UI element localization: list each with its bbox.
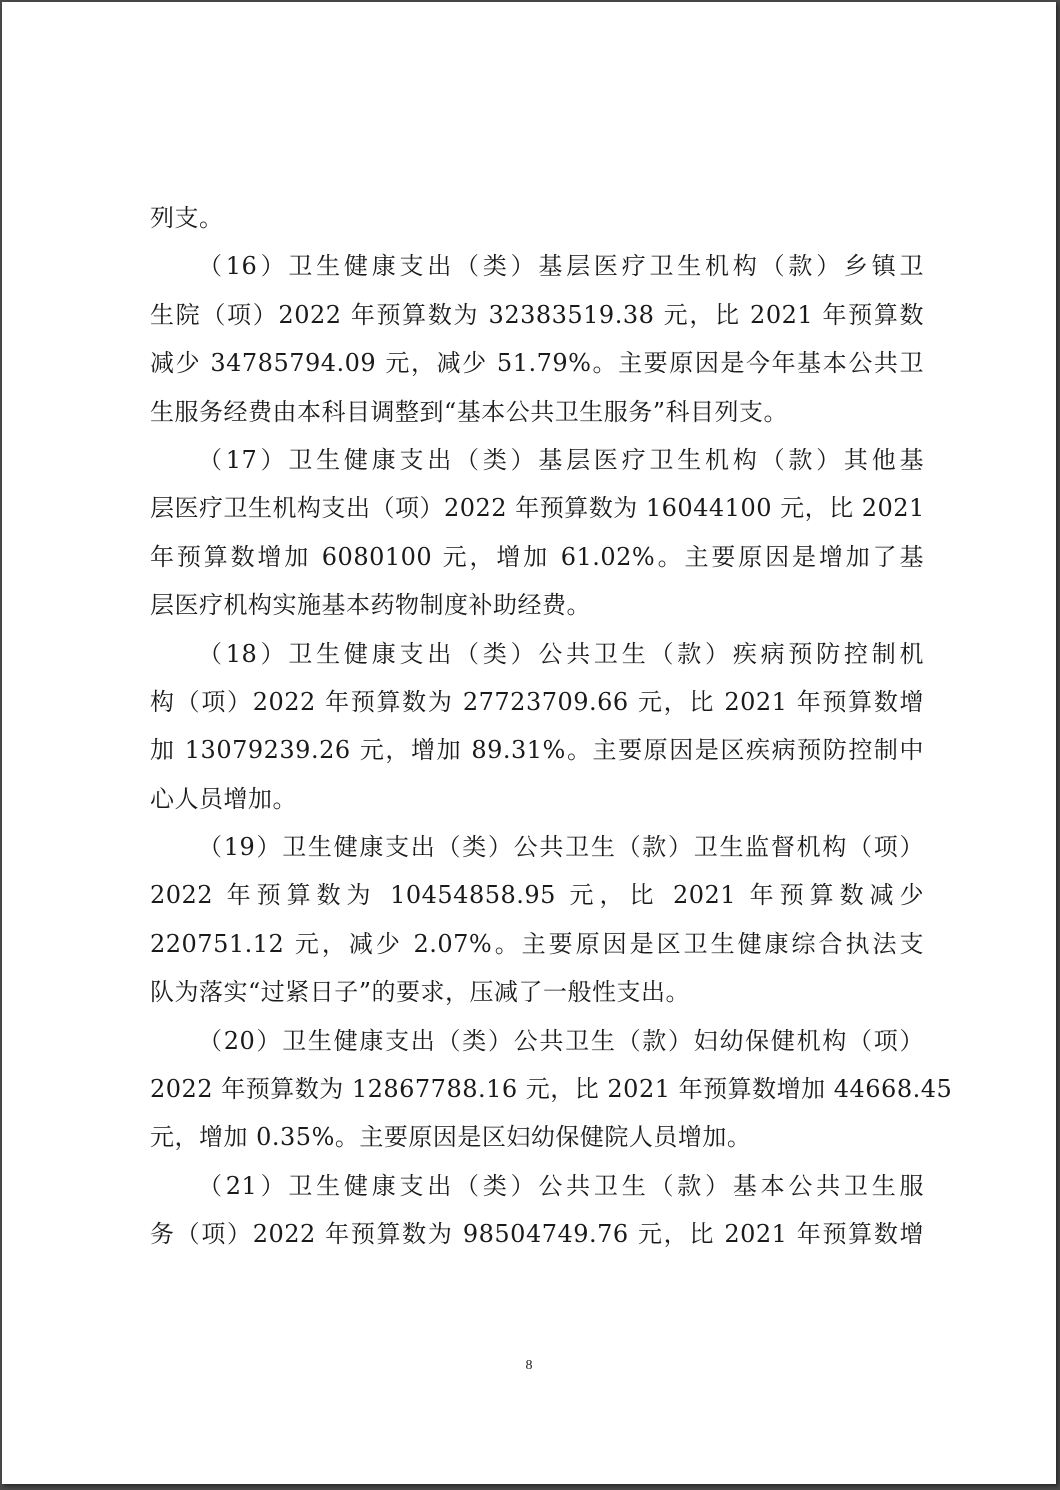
text-line: （19）卫生健康支出（类）公共卫生（款）卫生监督机构（项） [198, 833, 924, 862]
text-line: 减少 34785794.09 元，减少 51.79%。主要原因是今年基本公共卫 [150, 349, 924, 378]
text-line: 心人员增加。 [150, 784, 297, 813]
text-line: （21）卫生健康支出（类）公共卫生（款）基本公共卫生服 [198, 1171, 924, 1200]
text-line: 生院（项）2022 年预算数为 32383519.38 元，比 2021 年预算数 [150, 300, 924, 329]
document-body [150, 194, 953, 1259]
text-line: 队为落实“过紧日子”的要求，压减了一般性支出。 [150, 978, 691, 1007]
text-line: （20）卫生健康支出（类）公共卫生（款）妇幼保健机构（项） [198, 1026, 924, 1055]
text-line: 列支。 [150, 204, 224, 232]
text-line: 构（项）2022 年预算数为 27723709.66 元，比 2021 年预算数增 [150, 687, 924, 716]
text-line: （16）卫生健康支出（类）基层医疗卫生机构（款）乡镇卫 [198, 252, 924, 281]
text-line: （18）卫生健康支出（类）公共卫生（款）疾病预防控制机 [198, 639, 924, 668]
text-line: 务（项）2022 年预算数为 98504749.76 元，比 2021 年预算数增 [150, 1220, 924, 1249]
text-line: （17）卫生健康支出（类）基层医疗卫生机构（款）其他基 [198, 445, 924, 474]
text-line: 层医疗卫生机构支出（项）2022 年预算数为 16044100 元，比 2021 [150, 494, 925, 523]
text-line: 元，增加 0.35%。主要原因是区妇幼保健院人员增加。 [150, 1123, 752, 1152]
page-number: 8 [525, 1358, 533, 1373]
text-line: 生服务经费由本科目调整到“基本公共卫生服务”科目列支。 [150, 397, 789, 426]
text-line: 2022 年预算数为 10454858.95 元，比 2021 年预算数减少 [150, 881, 924, 910]
text-line: 2022 年预算数为 12867788.16 元，比 2021 年预算数增加 44668.45 [150, 1075, 953, 1104]
text-line: 年预算数增加 6080100 元，增加 61.02%。主要原因是增加了基 [150, 542, 924, 571]
text-line: 220751.12 元，减少 2.07%。主要原因是区卫生健康综合执法支 [150, 929, 924, 958]
text-line: 加 13079239.26 元，增加 89.31%。主要原因是区疾病预防控制中 [150, 736, 924, 765]
text-line: 层医疗机构实施基本药物制度补助经费。 [150, 591, 591, 620]
document-page [2, 2, 1056, 1484]
